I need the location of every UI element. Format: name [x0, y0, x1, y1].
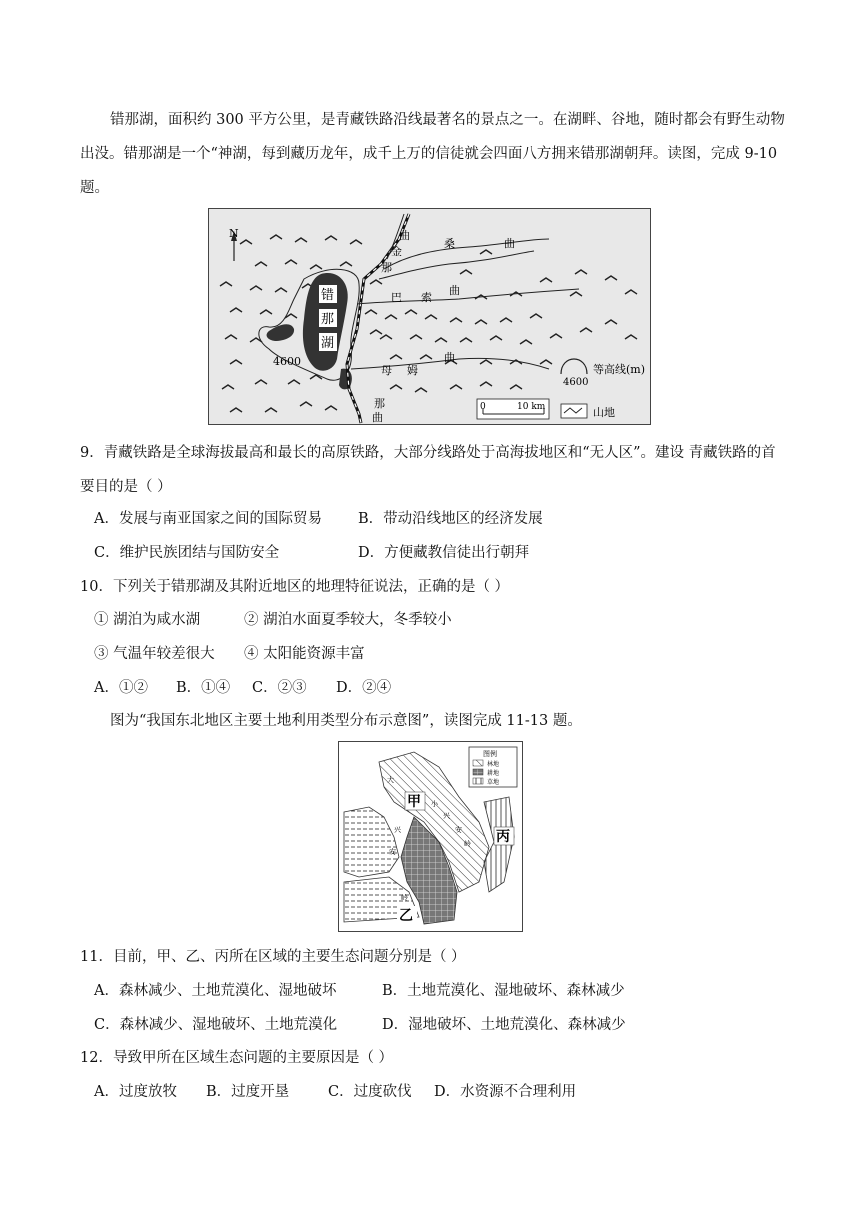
q12-option-c: C．过度砍伐 — [328, 1084, 412, 1100]
q9-stem: 9．青藏铁路是全球海拔最高和最长的高原铁路，大部分线路处于高海拔地区和“无人区”。建设 青藏铁路的首要目的是（ ） — [80, 445, 776, 495]
river-label-qu-1: 曲 — [399, 229, 410, 242]
northeast-landuse-map — [338, 741, 523, 932]
da-label-4: 岭 — [401, 894, 408, 902]
river-label-ba: 巴 — [391, 291, 402, 304]
xiao-label-1: 小 — [431, 800, 438, 808]
q12-option-a: A．过度放牧 — [94, 1084, 177, 1100]
river-label-na: 那 — [381, 261, 392, 274]
legend-contour-label: 等高线(m) — [593, 363, 646, 376]
q10-statement-4: ④ 太阳能资源丰富 — [244, 646, 365, 662]
legend-contour-value: 4600 — [563, 377, 589, 388]
q9-option-a: A．发展与南亚国家之间的国际贸易 — [94, 511, 322, 527]
northeast-map-svg — [339, 742, 522, 931]
q9-option-d: D．方便藏教信徒出行朝拜 — [358, 545, 530, 561]
river-label-sang: 桑 — [444, 237, 455, 250]
river-label-mu2: 姆 — [407, 364, 418, 377]
map2-legend — [469, 747, 517, 787]
north-label: N — [229, 227, 239, 240]
legend-title: 图例 — [483, 750, 497, 758]
q11-option-b: B．土地荒漠化、湿地破坏、森林减少 — [382, 983, 625, 999]
q12-option-b: B．过度开垦 — [206, 1084, 290, 1100]
lake-label-2: 那 — [321, 312, 335, 327]
xiao-label-4: 岭 — [464, 840, 471, 848]
intro2-paragraph: 图为“我国东北地区主要土地利用类型分布示意图”，读图完成 11-13 题。 — [110, 713, 582, 729]
q10-option-b: B．①④ — [176, 680, 231, 696]
river-label-mu: 母 — [381, 364, 392, 377]
q11-stem: 11．目前，甲、乙、丙所在区域的主要生态问题分别是（ ） — [80, 949, 466, 965]
river-label-jin: 金 — [391, 245, 402, 258]
cona-lake-map — [208, 208, 651, 425]
q10-option-a: A．①② — [94, 680, 148, 696]
scale-zero: 0 — [480, 402, 486, 412]
river-label-na-bottom: 那 — [374, 397, 385, 410]
river-label-basuo-qu: 曲 — [449, 284, 460, 297]
q10-statement-3: ③ 气温年较差很大 — [94, 646, 215, 662]
q12-stem: 12．导致甲所在区域生态问题的主要原因是（ ） — [80, 1050, 394, 1066]
legend-mountain-label: 山地 — [593, 406, 615, 419]
q9-option-b: B．带动沿线地区的经济发展 — [358, 511, 543, 527]
scale-ten: 10 km — [517, 402, 546, 412]
q10-option-c: C．②③ — [252, 680, 307, 696]
river-label-qu-bottom: 曲 — [372, 411, 383, 424]
da-label-1: 大 — [387, 776, 394, 784]
legend-grassland: 草地 — [487, 779, 500, 786]
river-label-suo: 索 — [421, 291, 432, 304]
q10-stem: 10．下列关于错那湖及其附近地区的地理特征说法，正确的是（ ） — [80, 579, 510, 595]
lake-name-labels — [319, 285, 337, 351]
cona-lake-map-svg — [209, 209, 650, 424]
xiao-label-3: 安 — [455, 826, 462, 834]
q10-option-d: D．②④ — [336, 680, 392, 696]
region-jia-label: 甲 — [407, 794, 421, 810]
river-label-mumu-qu: 曲 — [444, 351, 455, 364]
legend-forest: 林地 — [487, 761, 500, 768]
da-label-3: 安 — [389, 848, 396, 856]
map1-scale — [477, 399, 549, 419]
da-label-2: 兴 — [394, 826, 401, 834]
q10-statement-1: ① 湖泊为咸水湖 — [94, 612, 201, 628]
q11-option-c: C．森林减少、湿地破坏、土地荒漠化 — [94, 1017, 338, 1033]
lake-label-1: 错 — [321, 288, 335, 303]
q12-option-d: D．水资源不合理利用 — [434, 1084, 577, 1100]
q11-option-a: A．森林减少、土地荒漠化、湿地破坏 — [94, 983, 337, 999]
lake-label-3: 湖 — [321, 336, 335, 351]
river-label-sang-qu: 曲 — [504, 237, 515, 250]
xiao-label-2: 兴 — [443, 812, 450, 820]
region-bing-label: 丙 — [496, 829, 510, 845]
contour-value-label: 4600 — [273, 355, 301, 368]
q10-statement-2: ② 湖泊水面夏季较大，冬季较小 — [244, 612, 452, 628]
q11-option-d: D．湿地破坏、土地荒漠化、森林减少 — [382, 1017, 626, 1033]
q9-option-c: C．维护民族团结与国防安全 — [94, 545, 280, 561]
legend-farmland: 耕地 — [487, 770, 500, 777]
region-yi-label: 乙 — [399, 908, 413, 924]
intro-paragraph: 错那湖，面积约 300 平方公里，是青藏铁路沿线最著名的景点之一。在湖畔、谷地，随时都会有野生动物出没。错那湖是一个“神湖，每到藏历龙年，成千上万的信徒就会四面八方拥来错那湖朝拜。读图，完成 9-10 题。 — [80, 112, 785, 196]
